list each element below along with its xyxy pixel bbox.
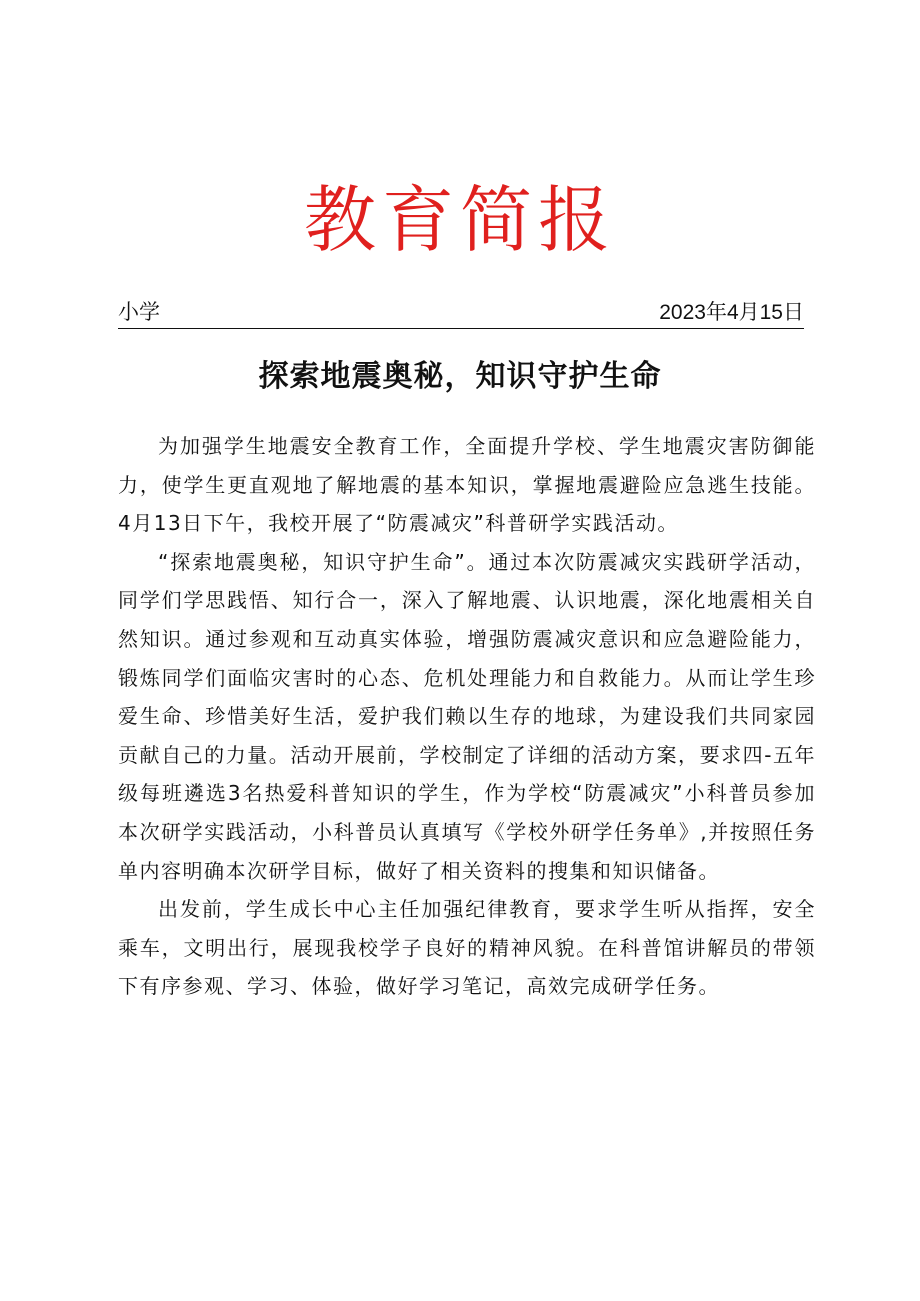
masthead-title: 教育简报: [303, 178, 616, 262]
paragraph: “探索地震奥秘，知识守护生命”。通过本次防震减灾实践研学活动，同学们学思践悟、知行合一，深入了解地震、认识地震，深化地震相关自然知识。通过参观和互动真实体验，增强防震减灾意识和应急避险能力，锻炼同学们面临灾害时的心态、危机处理能力和自救能力。从而让学生珍爱生命、珍惜美好生活，爱护我们赖以生存的地球，为建设我们共同家园贡献自己的力量。活动开展前，学校制定了详细的活动方案，要求四-五年级每班遴选3名热爱科普知识的学生，作为学校“防震减灾”小科普员参加本次研学实践活动，小科普员认真填写《学校外研学任务单》,并按照任务单内容明确本次研学目标，做好了相关资料的搜集和知识储备。: [118, 549, 816, 883]
paragraph: 出发前，学生成长中心主任加强纪律教育，要求学生听从指挥，安全乘车，文明出行，展现我校学子良好的精神风貌。在科普馆讲解员的带领下有序参观、学习、体验，做好学习笔记，高效完成研学任务。: [118, 897, 816, 999]
paragraph: 为加强学生地震安全教育工作，全面提升学校、学生地震灾害防御能力，使学生更直观地了解地震的基本知识，掌握地震避险应急逃生技能。4月13日下午，我校开展了“防震减灾”科普研学实践活动。: [118, 434, 816, 536]
school-name: 小学: [118, 301, 160, 324]
issue-date: 2023年4月15日: [659, 301, 804, 324]
article-headline: 探索地震奥秘，知识守护生命: [258, 359, 662, 394]
dateline-rule: [118, 294, 804, 329]
article-body: [118, 427, 816, 1006]
